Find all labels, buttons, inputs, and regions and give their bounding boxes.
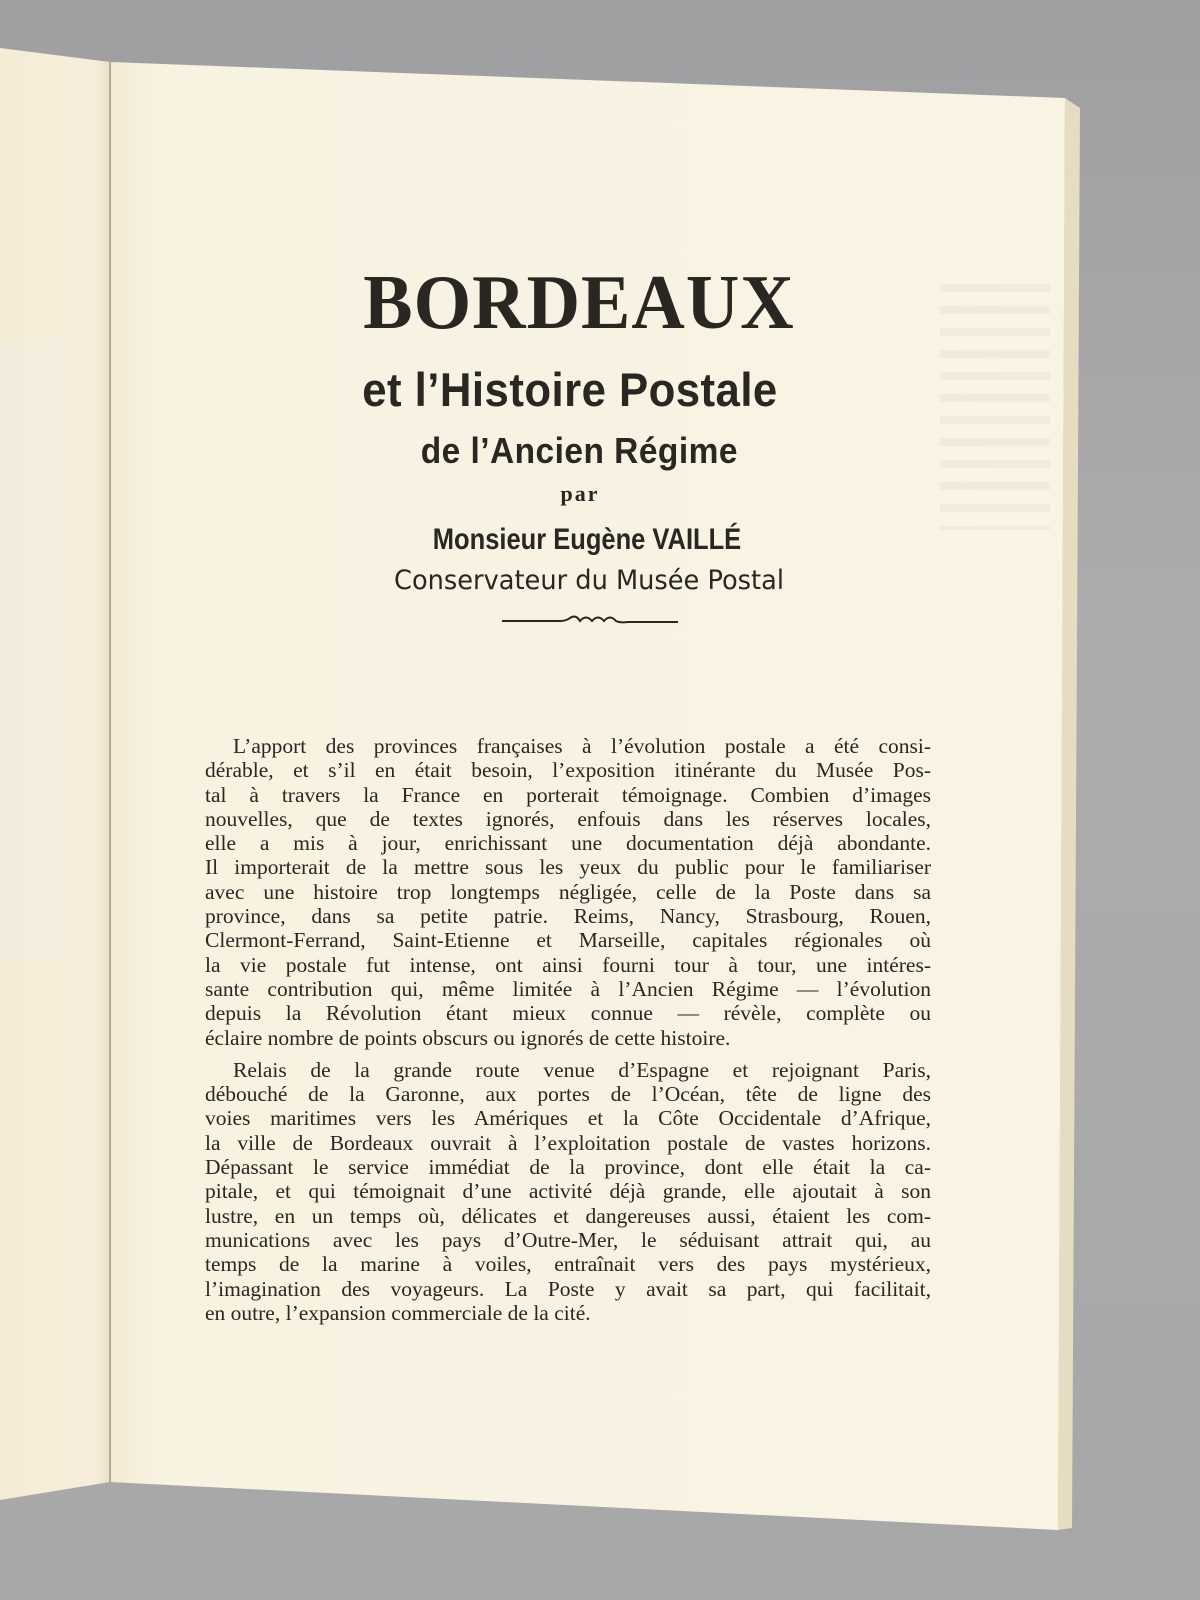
text-line: Relais de la grande route venue d’Espagne et rejoignant Paris, xyxy=(233,1057,931,1082)
document-subtitle-line2: de l’Ancien Régime xyxy=(420,430,738,471)
text-line: lustre, en un temps où, délicates et dangereuses aussi, étaient les com- xyxy=(205,1203,931,1228)
text-line: sante contribution qui, même limitée à l’Ancien Régime — l’évolution xyxy=(205,976,931,1001)
author-role: Conservateur du Musée Postal xyxy=(394,565,784,596)
text-line: Clermont-Ferrand, Saint-Etienne et Marseille, capitales régionales où xyxy=(205,928,931,953)
text-line: avec une histoire trop longtemps négligée, celle de la Poste dans sa xyxy=(205,879,931,904)
text-line: L’apport des provinces françaises à l’évolution postale a été consi- xyxy=(233,734,931,758)
text-line: munications avec les pays d’Outre-Mer, le séduisant attrait qui, au xyxy=(205,1227,931,1252)
bleed-through-shadow xyxy=(940,270,1050,530)
author-name: Monsieur Eugène VAILLÉ xyxy=(432,523,742,556)
text-line: depuis la Révolution étant mieux connue — révèle, complète ou xyxy=(205,1001,931,1026)
text-line: débouché de la Garonne, aux portes de l’Océan, tête de ligne des xyxy=(205,1082,931,1107)
body-text xyxy=(205,734,931,1325)
document-subtitle-line1: et l’Histoire Postale xyxy=(362,363,778,416)
text-line: dérable, et s’il en était besoin, l’exposition itinérante du Musée Pos- xyxy=(205,758,931,783)
text-line: l’imagination des voyageurs. La Poste y avait sa part, qui facilitait, xyxy=(205,1276,931,1301)
by-label: par xyxy=(560,481,600,506)
text-line: nouvelles, que de textes ignorés, enfouis dans les réserves locales, xyxy=(205,806,931,831)
text-line: province, dans sa petite patrie. Reims, Nancy, Strasbourg, Rouen, xyxy=(205,904,931,929)
text-line: tal à travers la France en porterait témoignage. Combien d’images xyxy=(205,782,931,807)
text-line: temps de la marine à voiles, entraînait vers des pays mystérieux, xyxy=(205,1252,931,1277)
text-line: elle a mis à jour, enrichissant une documentation déjà abondante. xyxy=(205,831,931,856)
wavy-rule-ornament-icon xyxy=(460,612,680,628)
text-line: Dépassant le service immédiat de la province, dont elle était la ca- xyxy=(205,1155,931,1180)
text-line: voies maritimes vers les Amériques et la Côte Occidentale d’Afrique, xyxy=(205,1106,931,1131)
text-line: Il importerait de la mettre sous les yeux du public pour le familiariser xyxy=(205,855,931,880)
text-line: éclaire nombre de points obscurs ou ignorés de cette histoire. xyxy=(205,1025,731,1050)
paragraph-1 xyxy=(205,734,931,1050)
document-title: BORDEAUX xyxy=(363,259,795,347)
paragraph-2 xyxy=(205,1058,931,1325)
text-line: pitale, et qui témoignait d’une activité déjà grande, elle ajoutait à son xyxy=(205,1179,931,1204)
title-block xyxy=(200,250,940,628)
text-line: la ville de Bordeaux ouvrait à l’exploitation postale de vastes horizons. xyxy=(205,1130,931,1155)
text-line: en outre, l’expansion commerciale de la cité. xyxy=(205,1300,591,1325)
text-line: la vie postale fut intense, ont ainsi fourni tour à tour, une intéres- xyxy=(205,952,931,977)
left-page-inset xyxy=(0,340,62,960)
